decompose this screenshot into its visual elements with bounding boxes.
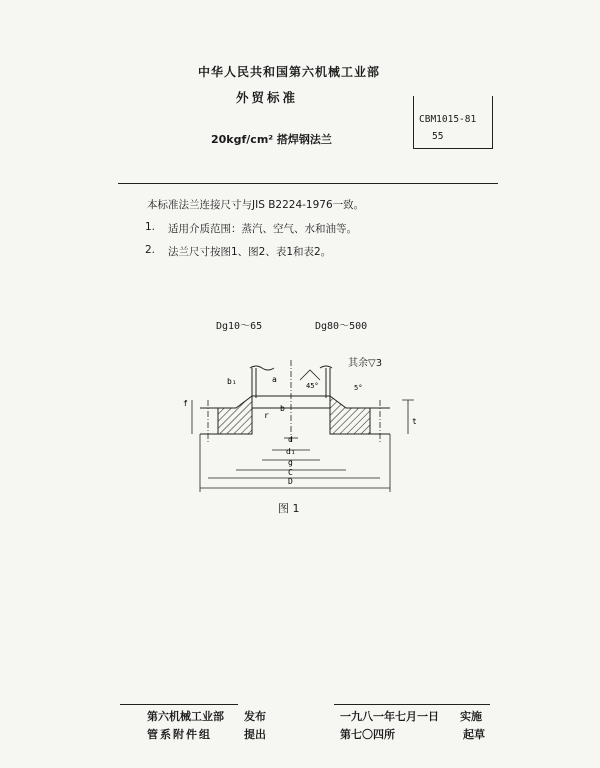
dim-a: a — [272, 375, 277, 384]
clause-1-text: 适用介质范围：蒸汽、空气、水和油等。 — [168, 223, 357, 235]
footer-drafter: 第七〇四所 — [340, 728, 395, 741]
weld-bevel-mark — [300, 370, 320, 380]
footer-effective-date: 一九八一年七月一日 — [340, 710, 439, 723]
dim-t: t — [412, 417, 417, 426]
standard-code: CBM1015-81 — [419, 114, 477, 125]
dim-bolt-circle-c: C — [288, 468, 293, 477]
footer-effect-action: 实施 — [460, 710, 482, 723]
footer-issuer: 第六机械工业部 — [147, 710, 224, 723]
surface-finish-note: 其余▽3 — [348, 358, 383, 369]
document-title: 20kgf/cm² 搭焊钢法兰 — [211, 133, 332, 146]
footer-propose-action: 提出 — [244, 728, 266, 741]
ministry-title: 中华人民共和国第六机械工业部 — [198, 65, 381, 79]
dim-diameter-d: d — [288, 435, 293, 444]
figure-label-large-sizes: Dg80～500 — [315, 321, 368, 332]
dim-b1: b₁ — [227, 377, 237, 386]
clause-2-number: 2. — [145, 244, 156, 256]
dim-diameter-d1: d₁ — [286, 447, 296, 456]
clause-2-text: 法兰尺寸按图1、图2、表1和表2。 — [168, 246, 332, 258]
intro-paragraph: 本标准法兰连接尺寸与JIS B2224-1976一致。 — [147, 199, 365, 211]
footer-issue-action: 发布 — [244, 710, 266, 723]
dim-b: b — [280, 404, 285, 413]
flange-section-right — [330, 396, 370, 434]
footer-proposer: 管系附件组 — [147, 728, 212, 741]
dim-angle: 45° — [306, 382, 319, 390]
standard-category: 外贸标准 — [236, 90, 299, 105]
flange-drawing — [180, 360, 430, 500]
footer-draft-action: 起草 — [463, 728, 485, 741]
figure-caption: 图 1 — [278, 502, 300, 515]
figure-label-small-sizes: Dg10～65 — [216, 321, 263, 332]
footer-rule-right — [334, 704, 490, 705]
dim-outer-diameter: D — [288, 477, 293, 486]
dim-diameter-g: g — [288, 458, 293, 467]
footer-rule-left — [120, 704, 238, 705]
dim-chamfer: 5° — [354, 384, 363, 392]
standard-number-box — [413, 96, 493, 149]
standard-page-number: 55 — [432, 131, 444, 142]
dim-r: r — [264, 411, 269, 420]
dim-f: f — [183, 399, 188, 408]
header-divider — [118, 183, 498, 184]
flange-section-left — [218, 396, 252, 434]
clause-1-number: 1. — [145, 221, 156, 233]
